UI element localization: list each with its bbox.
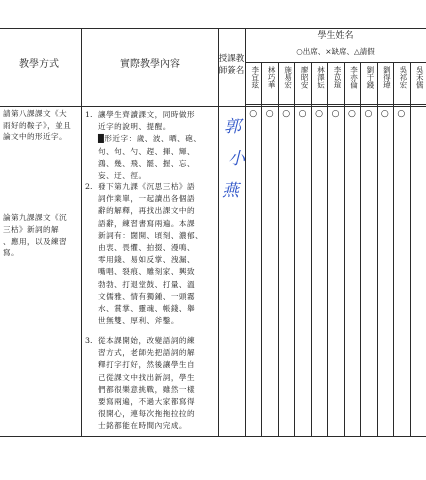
attendance-mark: ○ xyxy=(364,109,373,119)
student-column-divider xyxy=(410,62,411,436)
content-column-header: 實際教學內容 xyxy=(120,59,180,70)
student-name: 李宜玹 xyxy=(250,66,260,89)
content-column-divider xyxy=(218,28,219,436)
teaching-method-line: 論文中的形近字。 xyxy=(3,132,67,142)
header-bottom-border xyxy=(0,106,426,107)
attendance-mark: ○ xyxy=(265,109,274,119)
teaching-method-line: 請第八課課文《大 xyxy=(3,109,67,118)
signature-header-line1: 授課教 xyxy=(218,54,245,64)
content-item-line: 鴻、幾、飛、罷、握、忘、 xyxy=(98,158,196,168)
content-item-line: 要寫兩遍，不過大家都寫得 xyxy=(98,397,196,406)
teacher-signature-char-1: 郭 xyxy=(224,117,241,137)
content-item-line: 很開心，連每次拖拖拉拉的 xyxy=(98,409,196,419)
content-item-line: 水、賞掌、靈魂、帳錢、舉 xyxy=(98,304,196,313)
student-name: 施易宏 xyxy=(283,66,293,89)
teaching-method-line: 論第九課課文《沉 xyxy=(3,213,67,223)
attendance-mark: ○ xyxy=(282,109,291,119)
signature-header-line2: 師簽名 xyxy=(218,66,245,76)
students-header: 學生姓名 xyxy=(317,31,354,41)
student-column-divider xyxy=(377,62,378,436)
student-name: 劉于錢 xyxy=(365,66,375,89)
method-column-divider xyxy=(81,28,82,436)
attendance-mark: ○ xyxy=(315,109,323,119)
content-item-line: 釋打字打好，然後讓學生自 xyxy=(98,360,196,370)
content-item-line: 習方式，老師先把語詞的解 xyxy=(98,348,196,358)
table-top-border xyxy=(0,28,426,29)
attendance-mark: ○ xyxy=(397,109,406,119)
method-column-header: 教學方式 xyxy=(19,59,59,70)
content-item-line: 語辭，練習書寫兩遍。本課 xyxy=(98,218,196,228)
content-item-line: 妄、迂、徑。 xyxy=(98,171,147,180)
content-item-line: 嘴唱、裂痕、雕刻家、興致 xyxy=(98,267,196,277)
attendance-mark: ○ xyxy=(348,109,356,119)
student-name: 廖昭安 xyxy=(300,66,310,89)
student-column-divider xyxy=(327,62,328,436)
student-name: 林巧華 xyxy=(267,66,277,89)
content-item-line: █形近字：歲、波、晒、砲、 xyxy=(98,134,202,144)
content-item-line: 文儒雅、情有獨鍾、一頭霧 xyxy=(98,291,196,301)
student-column-divider xyxy=(393,62,394,436)
attendance-mark: ○ xyxy=(380,109,389,119)
student-column-divider xyxy=(360,62,361,436)
content-item-line: 勃勃、打退堂鼓、打量、溫 xyxy=(98,279,196,289)
content-item-number: 1. xyxy=(85,110,93,119)
attendance-mark: ○ xyxy=(298,109,307,119)
content-item-line: 士銘都能在時間內完成。 xyxy=(98,421,188,431)
content-item-line: 讓學生齊讀課文，同時做形 xyxy=(98,110,196,119)
attendance-mark: ○ xyxy=(249,109,258,119)
teacher-signature-char-2: 小 xyxy=(228,149,245,169)
student-name: 李亦倫 xyxy=(349,66,359,89)
student-name: 吳禾儒 xyxy=(415,66,425,89)
teaching-method-line: 、應用，以及練習 xyxy=(3,236,67,246)
student-column-divider xyxy=(294,62,295,436)
attendance-legend: ○出席、×缺席、△請假 xyxy=(296,47,375,56)
content-item-line: 從本課開始，改變語詞的練 xyxy=(98,336,196,345)
content-item-line: 零用錢、易如反掌、洩漏、 xyxy=(98,255,196,265)
student-name: 李苡瑄 xyxy=(333,66,342,89)
signature-column-divider xyxy=(245,28,246,436)
table-bottom-border xyxy=(0,436,426,437)
teaching-method-line: 寫。 xyxy=(3,248,19,258)
teaching-method-line: 三枯》新詞的解 xyxy=(3,225,59,234)
content-item-line: 句、句、勺、趕、揮、輝、 xyxy=(98,146,196,156)
content-item-line: 近字的說明、提醒。 xyxy=(98,122,171,132)
content-item-number: 3. xyxy=(85,336,93,345)
content-item-line: 們都很樂意挑戰，雖然一樣 xyxy=(98,384,196,394)
content-item-line: 由衷、畏懼、拍掇、漫鳴、 xyxy=(98,243,196,252)
student-name: 劉得瑋 xyxy=(382,66,392,89)
student-name: 吳祁宏 xyxy=(398,66,408,89)
student-column-divider xyxy=(311,62,312,436)
student-column-divider xyxy=(344,62,345,436)
content-item-number: 2. xyxy=(85,182,93,191)
content-item-line: 辭的解釋，再找出課文中的 xyxy=(98,206,196,216)
student-column-divider xyxy=(261,62,262,436)
attendance-mark: ○ xyxy=(331,109,340,119)
student-name: 林澤妘 xyxy=(316,66,326,89)
student-column-divider xyxy=(278,62,279,436)
legend-divider xyxy=(245,62,426,63)
teaching-method-line: 雨好的鞍子》，並且 xyxy=(3,120,72,130)
content-item-line: 己從課文中找出新詞，學生 xyxy=(98,372,196,382)
content-item-line: 發下第九課《沉思三枯》語 xyxy=(98,182,196,191)
content-item-line: 新詞有：闊開、頃刻、濃郁、 xyxy=(98,230,204,240)
teacher-signature-char-3: 燕 xyxy=(222,181,239,201)
content-item-line: 世無雙、厚利、斧鑿。 xyxy=(98,316,179,326)
content-item-line: 詞作業單，一起讀出各個語 xyxy=(98,194,196,204)
names-bottom-border xyxy=(245,104,426,105)
